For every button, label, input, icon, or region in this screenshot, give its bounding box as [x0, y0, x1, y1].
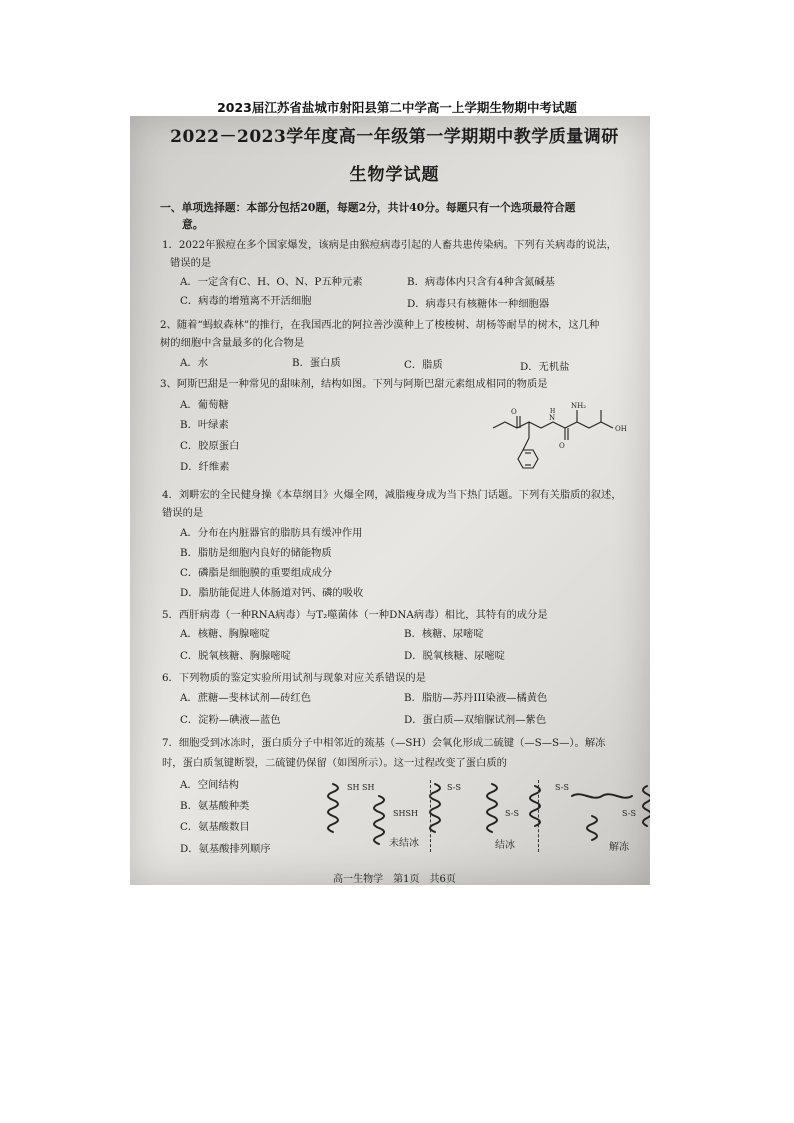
divider-line-2	[538, 780, 539, 852]
exam-photo	[130, 116, 650, 885]
q3-option-a: A．葡萄糖	[180, 399, 229, 411]
q3-option-b: B．叶绿素	[180, 419, 229, 431]
mol-oh-label: OH	[615, 425, 627, 433]
q7-stem: 7．细胞受到冰冻时，蛋白质分子中相邻近的巯基（—SH）会氧化形成二硫键（—S—S—）。解冻	[162, 737, 606, 749]
q1-option-d: D．病毒只有核糖体一种细胞器	[407, 298, 550, 310]
mol-o-label: O	[511, 408, 517, 416]
q4-option-d: D．脂肪能促进人体肠道对钙、磷的吸收	[180, 587, 364, 599]
q6-option-b: B．脂肪—苏丹III染液—橘黄色	[404, 692, 548, 704]
exam-title: 2022－2023学年度高一年级第一学期期中教学质量调研	[170, 127, 619, 147]
q1-option-a: A．一定含有C、H、O、N、P五种元素	[180, 276, 363, 288]
mol-h-label: H	[550, 408, 556, 415]
page-footer: 高一生物学 第1页 共6页	[333, 874, 456, 885]
q6-option-a: A．蔗糖—斐林试剂—砖红色	[180, 692, 311, 704]
mol-nh2-label: NH₂	[571, 402, 587, 410]
protein-freeze-diagram	[327, 776, 650, 860]
ss-label-2: S-S	[505, 809, 519, 818]
q1-stem-cont: 错误的是	[170, 257, 212, 269]
document-header: 2023届江苏省盐城市射阳县第二中学高一上学期生物期中考试题	[217, 100, 577, 115]
ss-label-4: S-S	[622, 809, 636, 818]
q2-option-b: B．蛋白质	[292, 357, 341, 369]
divider-line-1	[430, 780, 431, 852]
q2-option-d: D．无机盐	[520, 361, 570, 373]
ss-label-3: S-S	[555, 783, 569, 792]
q7-option-d: D．氨基酸排列顺序	[180, 843, 271, 855]
ss-label-1: S-S	[447, 783, 461, 792]
q5-option-b: B．核糖、尿嘧啶	[404, 628, 484, 640]
q3-option-c: C．胶原蛋白	[180, 440, 240, 452]
q6-stem: 6．下列物质的鉴定实验所用试剂与现象对应关系错误的是	[162, 672, 426, 684]
q7-option-c: C．氨基酸数目	[180, 821, 250, 833]
q5-option-c: C．脱氧核糖、胸腺嘧啶	[180, 650, 291, 662]
q4-stem-cont: 错误的是	[162, 507, 204, 519]
mol-o-label-2: O	[559, 442, 565, 450]
aspartame-structure	[487, 398, 637, 484]
sh-label-2: SHSH	[393, 809, 418, 818]
q6-option-c: C．淀粉—碘液—蓝色	[180, 714, 281, 726]
q2-stem-cont: 树的细胞中含量最多的化合物是	[160, 337, 305, 349]
q2-option-a: A．水	[180, 357, 209, 369]
q1-stem: 1．2022年猴痘在多个国家爆发，该病是由猴痘病毒引起的人畜共患传染病。下列有关病毒的说法，	[162, 239, 617, 251]
mol-n-label: N	[549, 414, 556, 422]
exam-subtitle: 生物学试题	[349, 165, 440, 185]
q6-option-d: D．蛋白质—双缩脲试剂—紫色	[404, 714, 547, 726]
q5-option-d: D．脱氧核糖、尿嘧啶	[404, 650, 505, 662]
label-unfrozen: 未结冰	[389, 838, 419, 849]
q4-option-a: A．分布在内脏器官的脂肪具有缓冲作用	[180, 527, 363, 539]
q2-option-c: C．脂质	[404, 359, 443, 371]
sh-label-1: SH SH	[347, 783, 375, 792]
label-frozen: 结冰	[495, 840, 515, 851]
q4-stem: 4．刘畊宏的全民健身操《本草纲目》火爆全网，减脂瘦身成为当下热门话题。下列有关脂质的叙述，	[162, 489, 622, 501]
q4-option-b: B．脂肪是细胞内良好的储能物质	[180, 547, 332, 559]
section-heading-line1: 一、单项选择题：本部分包括20题，每题2分，共计40分。每题只有一个选项最符合题	[160, 201, 576, 214]
section-heading-line2: 意。	[182, 218, 204, 231]
q5-option-a: A．核糖、胸腺嘧啶	[180, 628, 270, 640]
q3-option-d: D．纤维素	[180, 461, 230, 473]
q4-option-c: C．磷脂是细胞膜的重要组成成分	[180, 567, 333, 579]
q7-stem-cont: 时，蛋白质氢键断裂，二硫键仍保留（如图所示）。这一过程改变了蛋白质的	[162, 757, 507, 769]
q2-stem: 2、随着“蚂蚁森林”的推行，在我国西北的阿拉善沙漠种上了梭梭树、胡杨等耐旱的树木，这几种	[160, 319, 600, 331]
q7-option-b: B．氨基酸种类	[180, 800, 250, 812]
label-thaw: 解冻	[609, 842, 629, 853]
q1-option-c: C．病毒的增殖离不开活细胞	[180, 295, 312, 307]
q3-stem: 3、阿斯巴甜是一种常见的甜味剂，结构如图。下列与阿斯巴甜元素组成相同的物质是	[160, 378, 548, 390]
q7-option-a: A．空间结构	[180, 779, 239, 791]
q5-stem: 5．西肝病毒（一种RNA病毒）与T₂噬菌体（一种DNA病毒）相比，其特有的成分是	[162, 609, 548, 621]
q1-option-b: B．病毒体内只含有4种含氮碱基	[407, 276, 555, 288]
exam-sheet	[142, 116, 647, 885]
